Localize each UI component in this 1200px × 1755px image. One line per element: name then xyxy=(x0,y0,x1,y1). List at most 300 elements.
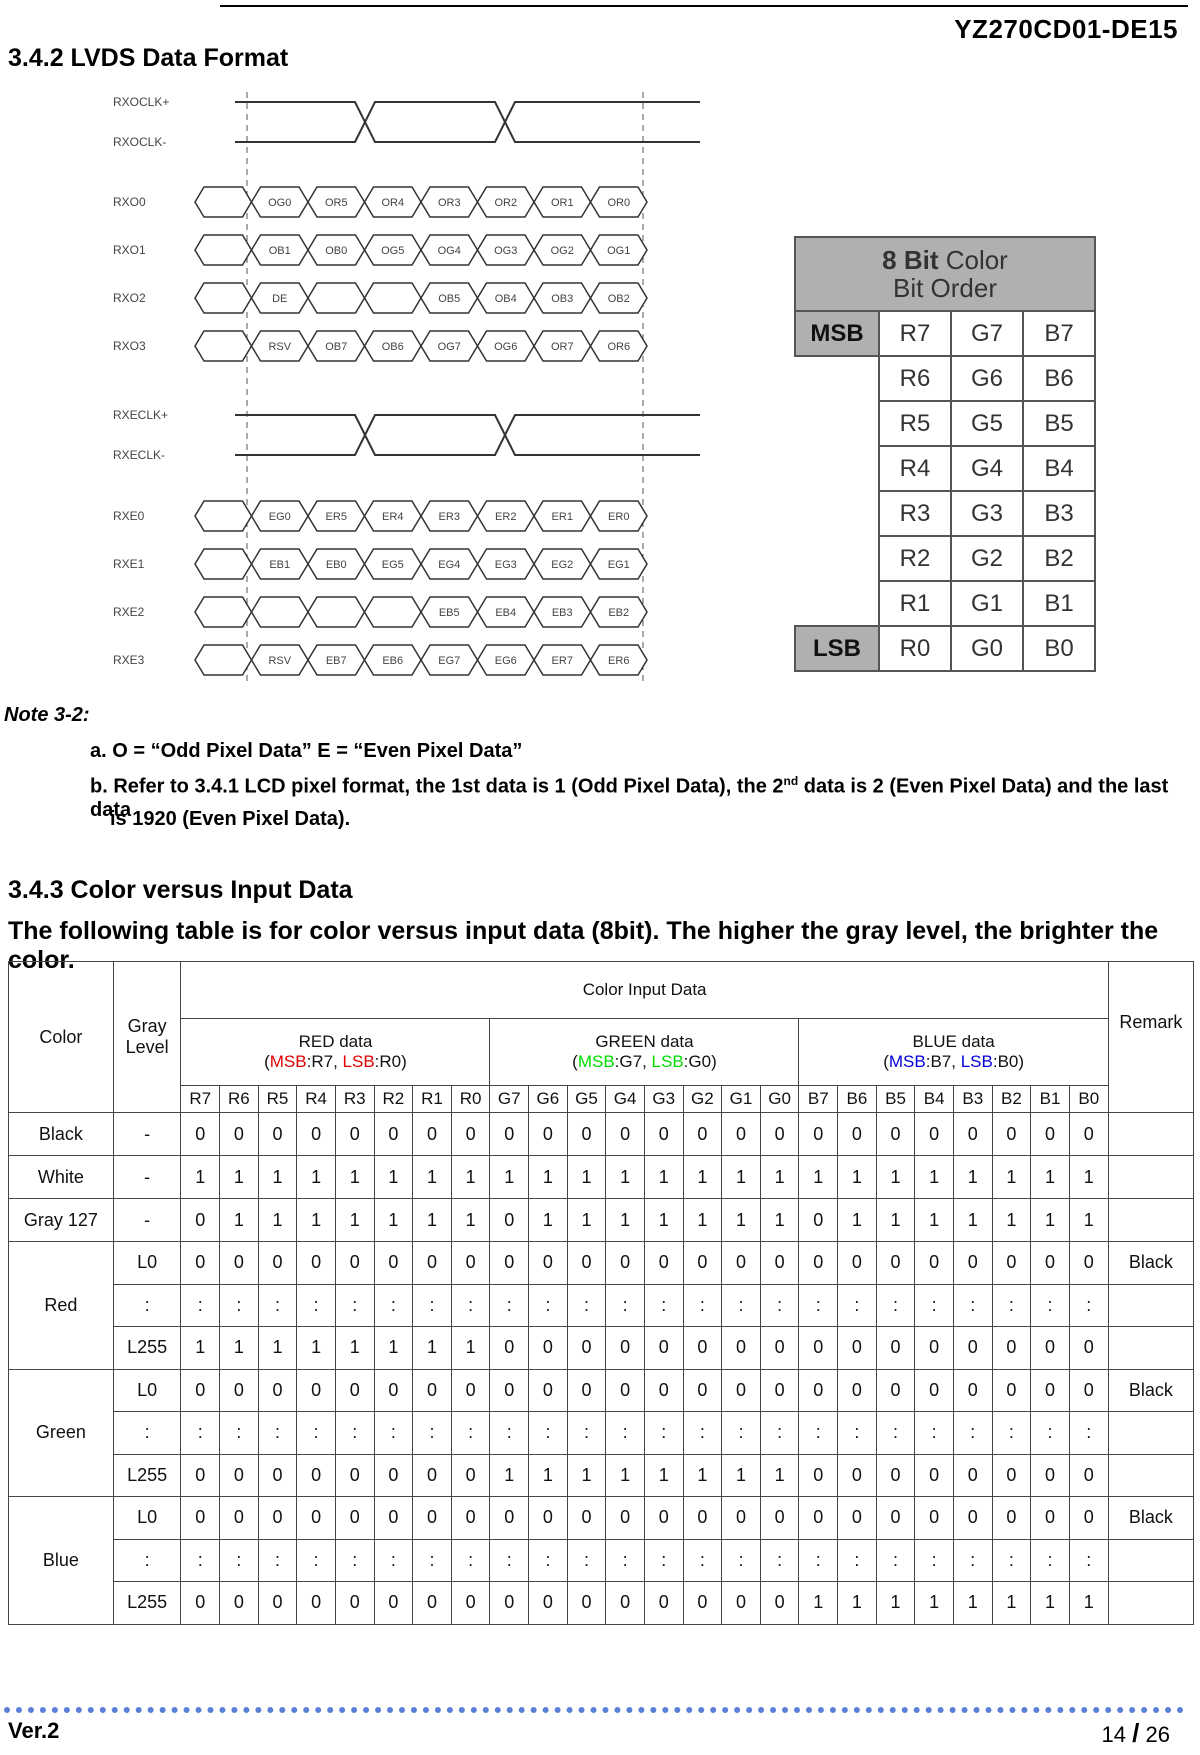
bit-value: : xyxy=(760,1412,799,1455)
bit-value: 0 xyxy=(413,1242,452,1285)
bit-value: 0 xyxy=(220,1454,259,1497)
row-color-name: Green xyxy=(9,1369,114,1497)
bit-value: 0 xyxy=(258,1242,297,1285)
even-lane-bit-1-0: EB1 xyxy=(269,559,291,571)
bit-value: 0 xyxy=(220,1242,259,1285)
row-gray-level: - xyxy=(113,1113,181,1156)
bit-value: 0 xyxy=(374,1369,413,1412)
bit-order-cell: G6 xyxy=(951,356,1023,401)
even-lane-label-2: RXE2 xyxy=(113,605,145,619)
bit-value: 1 xyxy=(451,1199,490,1242)
bit-value: 0 xyxy=(413,1582,452,1625)
table-row xyxy=(9,1113,1194,1156)
row-color-name: Red xyxy=(9,1242,114,1370)
bit-value: : xyxy=(567,1412,606,1455)
bit-value: : xyxy=(992,1539,1031,1582)
bit-value: 0 xyxy=(181,1199,220,1242)
bit-order-row xyxy=(795,491,1095,536)
bit-value: 0 xyxy=(181,1454,220,1497)
bit-order-cell: R5 xyxy=(879,401,951,446)
bit-value: 1 xyxy=(220,1156,259,1199)
bit-value: 0 xyxy=(644,1113,683,1156)
bit-value: 0 xyxy=(915,1497,954,1540)
bit-order-cell: G7 xyxy=(951,311,1023,356)
bit-value: 1 xyxy=(683,1156,722,1199)
bit-value: 0 xyxy=(644,1497,683,1540)
bit-value: : xyxy=(374,1539,413,1582)
bit-value: 0 xyxy=(760,1113,799,1156)
bit-value: 0 xyxy=(644,1582,683,1625)
bit-value: 1 xyxy=(1031,1199,1070,1242)
bit-value: : xyxy=(722,1284,761,1327)
bit-value: 0 xyxy=(683,1242,722,1285)
bit-value: 1 xyxy=(953,1199,992,1242)
bit-header: G1 xyxy=(722,1086,761,1113)
odd-lane-bit-0-4: OR2 xyxy=(494,197,518,209)
bit-header: B0 xyxy=(1069,1086,1108,1113)
bit-value: 0 xyxy=(799,1199,838,1242)
odd-lane-label-0: RXO0 xyxy=(113,195,146,209)
bit-value: 1 xyxy=(1069,1199,1108,1242)
table-row xyxy=(9,1539,1194,1582)
bit-value: 0 xyxy=(490,1582,529,1625)
bit-order-cell: G2 xyxy=(951,536,1023,581)
bit-order-spacer xyxy=(795,446,879,491)
even-lane-label-3: RXE3 xyxy=(113,653,145,667)
bit-value: : xyxy=(297,1539,336,1582)
bit-value: 1 xyxy=(915,1582,954,1625)
bit-value: : xyxy=(413,1539,452,1582)
table-row xyxy=(9,1327,1194,1370)
bit-value: 1 xyxy=(992,1582,1031,1625)
bit-order-table xyxy=(794,236,1096,672)
bit-value: 0 xyxy=(529,1582,568,1625)
bit-order-row xyxy=(795,446,1095,491)
bit-value: 0 xyxy=(374,1242,413,1285)
bit-value: 0 xyxy=(876,1497,915,1540)
bit-value: : xyxy=(335,1539,374,1582)
bit-value: 1 xyxy=(297,1156,336,1199)
bit-value: 1 xyxy=(644,1199,683,1242)
bit-value: 1 xyxy=(567,1454,606,1497)
row-gray-level: L255 xyxy=(113,1327,181,1370)
row-remark xyxy=(1108,1113,1193,1156)
odd-lane-bit-2-4: OB4 xyxy=(494,293,517,305)
bit-value: 0 xyxy=(181,1369,220,1412)
bit-value: 1 xyxy=(529,1454,568,1497)
bit-value: 0 xyxy=(220,1113,259,1156)
bit-value: 0 xyxy=(799,1454,838,1497)
bit-value: 0 xyxy=(451,1582,490,1625)
odd-clock-label-pos: RXOCLK+ xyxy=(113,95,170,109)
odd-lane-bit-0-3: OR3 xyxy=(437,197,461,209)
bit-value: 0 xyxy=(953,1113,992,1156)
even-lane-bit-3-0: RSV xyxy=(268,655,292,667)
bit-value: 0 xyxy=(1031,1327,1070,1370)
bit-value: 0 xyxy=(451,1369,490,1412)
bit-order-cell: B4 xyxy=(1023,446,1095,491)
bit-value: 1 xyxy=(220,1199,259,1242)
bit-value: 0 xyxy=(838,1113,877,1156)
even-lane-bit-0-3: ER3 xyxy=(438,511,460,523)
bit-value: 1 xyxy=(722,1156,761,1199)
bit-value: 1 xyxy=(374,1156,413,1199)
table-row xyxy=(9,1284,1194,1327)
even-lane-bit-1-3: EG4 xyxy=(438,559,461,571)
bit-value: 0 xyxy=(297,1497,336,1540)
odd-lane-bit-3-5: OR7 xyxy=(550,341,574,353)
bit-value: 0 xyxy=(374,1454,413,1497)
note-label: Note 3-2: xyxy=(4,704,90,726)
bit-value: : xyxy=(799,1284,838,1327)
bit-header: B4 xyxy=(915,1086,954,1113)
bit-value: 0 xyxy=(1069,1113,1108,1156)
bit-value: : xyxy=(335,1284,374,1327)
bit-value: 0 xyxy=(760,1242,799,1285)
bit-header: G3 xyxy=(644,1086,683,1113)
bit-value: : xyxy=(258,1412,297,1455)
bit-value: : xyxy=(915,1539,954,1582)
bit-order-spacer xyxy=(795,491,879,536)
row-gray-level: L255 xyxy=(113,1454,181,1497)
bit-order-cell: G5 xyxy=(951,401,1023,446)
even-lane-bit-0-0: EG0 xyxy=(268,511,291,523)
bit-value: 0 xyxy=(258,1113,297,1156)
bit-value: 1 xyxy=(258,1327,297,1370)
header-red-data: RED data (MSB:R7, LSB:R0) xyxy=(181,1019,490,1086)
bit-value: 0 xyxy=(683,1582,722,1625)
bit-value: 0 xyxy=(335,1369,374,1412)
bit-value: 0 xyxy=(606,1369,645,1412)
bit-value: 0 xyxy=(335,1497,374,1540)
bit-value: 0 xyxy=(413,1454,452,1497)
bit-header: G7 xyxy=(490,1086,529,1113)
bit-value: 0 xyxy=(838,1369,877,1412)
bit-value: : xyxy=(181,1284,220,1327)
bit-value: 1 xyxy=(760,1199,799,1242)
bit-value: : xyxy=(181,1539,220,1582)
bit-value: 1 xyxy=(953,1156,992,1199)
even-lane-slot-2-2 xyxy=(308,597,365,627)
row-color-name: Gray 127 xyxy=(9,1199,114,1242)
odd-lane-slot-1-0 xyxy=(195,235,252,265)
bit-value: : xyxy=(297,1284,336,1327)
even-lane-bit-2-6: EB2 xyxy=(608,607,630,619)
bit-order-spacer xyxy=(795,401,879,446)
odd-lane-bit-3-0: RSV xyxy=(268,341,292,353)
bit-value: 1 xyxy=(722,1199,761,1242)
even-lane-bit-2-3: EB5 xyxy=(438,607,460,619)
bit-value: : xyxy=(451,1284,490,1327)
bit-value: 1 xyxy=(258,1199,297,1242)
bit-value: : xyxy=(1069,1539,1108,1582)
bit-value: 0 xyxy=(529,1327,568,1370)
bit-value: : xyxy=(529,1539,568,1582)
bit-value: 0 xyxy=(529,1113,568,1156)
bit-value: 0 xyxy=(953,1454,992,1497)
odd-lane-label-1: RXO1 xyxy=(113,243,146,257)
odd-lane-bit-1-0: OB1 xyxy=(268,245,291,257)
bit-value: 1 xyxy=(1069,1582,1108,1625)
bit-value: 1 xyxy=(1069,1156,1108,1199)
odd-clock-wave-neg xyxy=(235,102,700,142)
bit-value: 1 xyxy=(722,1454,761,1497)
bit-value: 0 xyxy=(413,1369,452,1412)
lsb-label: LSB xyxy=(795,626,879,671)
bit-value: : xyxy=(413,1412,452,1455)
bit-order-spacer xyxy=(795,536,879,581)
bit-value: 1 xyxy=(335,1156,374,1199)
row-remark xyxy=(1108,1156,1193,1199)
bit-value: 0 xyxy=(953,1497,992,1540)
bit-value: 1 xyxy=(876,1156,915,1199)
bit-value: 1 xyxy=(374,1199,413,1242)
odd-lane-label-2: RXO2 xyxy=(113,291,146,305)
odd-lane-bit-3-1: OB7 xyxy=(325,341,348,353)
odd-lane-bit-0-6: OR0 xyxy=(607,197,631,209)
bit-value: 0 xyxy=(297,1369,336,1412)
bit-value: 0 xyxy=(838,1454,877,1497)
bit-value: 1 xyxy=(876,1199,915,1242)
bit-value: 0 xyxy=(181,1113,220,1156)
bit-order-title: 8 Bit Color Bit Order xyxy=(795,237,1095,311)
bit-value: 0 xyxy=(722,1497,761,1540)
bit-order-cell: G3 xyxy=(951,491,1023,536)
bit-value: : xyxy=(876,1284,915,1327)
even-lane-slot-3-0 xyxy=(195,645,252,675)
bit-value: : xyxy=(915,1412,954,1455)
bit-header: B3 xyxy=(953,1086,992,1113)
even-lane-bit-0-2: ER4 xyxy=(382,511,404,523)
bit-value: 0 xyxy=(606,1497,645,1540)
even-lane-bit-3-4: EG6 xyxy=(494,655,517,667)
odd-lane-label-3: RXO3 xyxy=(113,339,146,353)
bit-order-cell: B7 xyxy=(1023,311,1095,356)
bit-value: 0 xyxy=(335,1454,374,1497)
row-gray-level: : xyxy=(113,1284,181,1327)
bit-value: 0 xyxy=(606,1113,645,1156)
bit-value: 1 xyxy=(606,1156,645,1199)
bit-value: : xyxy=(258,1539,297,1582)
row-gray-level: - xyxy=(113,1199,181,1242)
row-color-name: White xyxy=(9,1156,114,1199)
bit-order-cell: G1 xyxy=(951,581,1023,626)
page-number: 14 / 26 xyxy=(1101,1718,1170,1748)
bit-value: 0 xyxy=(181,1497,220,1540)
bit-value: 0 xyxy=(529,1497,568,1540)
bit-value: 0 xyxy=(644,1369,683,1412)
even-lane-bit-1-5: EG2 xyxy=(551,559,574,571)
bit-value: 0 xyxy=(258,1369,297,1412)
odd-lane-slot-0-0 xyxy=(195,187,252,217)
bit-value: : xyxy=(644,1284,683,1327)
bit-value: 0 xyxy=(335,1582,374,1625)
bit-order-cell: B0 xyxy=(1023,626,1095,671)
even-lane-label-1: RXE1 xyxy=(113,557,145,571)
bit-value: 1 xyxy=(529,1156,568,1199)
header-color-input-data: Color Input Data xyxy=(181,962,1108,1019)
bit-value: 0 xyxy=(992,1113,1031,1156)
row-color-name: Blue xyxy=(9,1497,114,1625)
table-row xyxy=(9,1582,1194,1625)
bit-value: 1 xyxy=(838,1156,877,1199)
bit-value: 1 xyxy=(992,1156,1031,1199)
bit-value: 0 xyxy=(258,1454,297,1497)
bit-value: 0 xyxy=(760,1497,799,1540)
bit-value: 0 xyxy=(335,1242,374,1285)
bit-value: : xyxy=(220,1284,259,1327)
bit-header: R7 xyxy=(181,1086,220,1113)
bit-value: 0 xyxy=(722,1582,761,1625)
note-line-b-cont: is 1920 (Even Pixel Data). xyxy=(110,808,351,830)
odd-lane-bit-2-5: OB3 xyxy=(551,293,574,305)
header-remark: Remark xyxy=(1108,962,1193,1113)
bit-order-row xyxy=(795,626,1095,671)
bit-value: 1 xyxy=(838,1582,877,1625)
bit-header: G0 xyxy=(760,1086,799,1113)
bit-header: B1 xyxy=(1031,1086,1070,1113)
bit-value: 0 xyxy=(1069,1497,1108,1540)
bit-value: : xyxy=(606,1539,645,1582)
bit-value: 0 xyxy=(1031,1113,1070,1156)
header-blue-data: BLUE data (MSB:B7, LSB:B0) xyxy=(799,1019,1108,1086)
bit-value: 1 xyxy=(297,1327,336,1370)
even-lane-bit-2-4: EB4 xyxy=(495,607,517,619)
bit-header: B2 xyxy=(992,1086,1031,1113)
bit-value: 0 xyxy=(722,1242,761,1285)
bit-value: : xyxy=(722,1539,761,1582)
bit-value: : xyxy=(953,1539,992,1582)
bit-value: 1 xyxy=(297,1199,336,1242)
bit-value: 0 xyxy=(760,1327,799,1370)
odd-lane-bit-1-2: OG5 xyxy=(381,245,405,257)
bit-value: 0 xyxy=(838,1497,877,1540)
bit-value: 0 xyxy=(838,1327,877,1370)
bit-value: : xyxy=(992,1284,1031,1327)
bit-order-cell: R2 xyxy=(879,536,951,581)
bit-value: : xyxy=(567,1539,606,1582)
bit-value: : xyxy=(220,1412,259,1455)
header-green-data: GREEN data (MSB:G7, LSB:G0) xyxy=(490,1019,799,1086)
bit-value: 0 xyxy=(953,1327,992,1370)
bit-value: 1 xyxy=(451,1327,490,1370)
bit-header: R2 xyxy=(374,1086,413,1113)
bit-value: 0 xyxy=(1031,1242,1070,1285)
even-lane-bit-0-6: ER0 xyxy=(608,511,630,523)
bit-value: 0 xyxy=(799,1113,838,1156)
bit-value: 1 xyxy=(915,1156,954,1199)
bit-value: 0 xyxy=(992,1327,1031,1370)
bit-value: 0 xyxy=(451,1113,490,1156)
bit-value: 1 xyxy=(1031,1156,1070,1199)
table-row xyxy=(9,1369,1194,1412)
odd-lane-bit-1-6: OG1 xyxy=(607,245,631,257)
bit-value: : xyxy=(953,1284,992,1327)
bit-order-cell: R7 xyxy=(879,311,951,356)
bit-value: : xyxy=(683,1539,722,1582)
bit-value: 1 xyxy=(683,1454,722,1497)
bit-value: 0 xyxy=(1031,1497,1070,1540)
bit-value: : xyxy=(606,1284,645,1327)
bit-value: : xyxy=(606,1412,645,1455)
row-remark xyxy=(1108,1539,1193,1582)
bit-value: 0 xyxy=(220,1497,259,1540)
bit-value: 1 xyxy=(606,1199,645,1242)
bit-value: 0 xyxy=(992,1242,1031,1285)
bit-value: 1 xyxy=(760,1454,799,1497)
bit-value: 0 xyxy=(799,1242,838,1285)
bit-value: 0 xyxy=(413,1113,452,1156)
bit-header: R4 xyxy=(297,1086,336,1113)
bit-value: 1 xyxy=(413,1199,452,1242)
bit-value: 0 xyxy=(799,1327,838,1370)
bit-value: : xyxy=(374,1412,413,1455)
odd-lane-bit-3-6: OR6 xyxy=(607,341,631,353)
bit-value: : xyxy=(1031,1284,1070,1327)
bit-value: 0 xyxy=(451,1242,490,1285)
bit-value: 0 xyxy=(490,1369,529,1412)
bit-value: 1 xyxy=(335,1199,374,1242)
bit-header: R1 xyxy=(413,1086,452,1113)
bit-order-cell: B2 xyxy=(1023,536,1095,581)
bit-value: 0 xyxy=(374,1497,413,1540)
row-gray-level: : xyxy=(113,1412,181,1455)
odd-lane-slot-2-2 xyxy=(308,283,365,313)
row-gray-level: - xyxy=(113,1156,181,1199)
row-remark: Black xyxy=(1108,1242,1193,1285)
bit-value: : xyxy=(529,1284,568,1327)
row-gray-level: L255 xyxy=(113,1582,181,1625)
even-lane-slot-0-0 xyxy=(195,501,252,531)
odd-lane-bit-1-3: OG4 xyxy=(437,245,461,257)
bit-value: 1 xyxy=(181,1156,220,1199)
row-remark xyxy=(1108,1582,1193,1625)
bit-value: : xyxy=(335,1412,374,1455)
bit-value: : xyxy=(220,1539,259,1582)
bit-value: : xyxy=(374,1284,413,1327)
note-line-a: a. O = “Odd Pixel Data” E = “Even Pixel Data” xyxy=(90,740,523,762)
bit-value: 0 xyxy=(451,1454,490,1497)
row-gray-level: : xyxy=(113,1539,181,1582)
bit-value: 1 xyxy=(413,1327,452,1370)
table-row xyxy=(9,1199,1194,1242)
bit-value: 0 xyxy=(567,1369,606,1412)
bit-value: : xyxy=(915,1284,954,1327)
bit-order-cell: B1 xyxy=(1023,581,1095,626)
bit-header: B6 xyxy=(838,1086,877,1113)
bit-value: : xyxy=(644,1412,683,1455)
bit-value: 1 xyxy=(838,1199,877,1242)
bit-value: 1 xyxy=(644,1156,683,1199)
bit-order-cell: R4 xyxy=(879,446,951,491)
bit-value: 0 xyxy=(567,1497,606,1540)
bit-value: : xyxy=(490,1284,529,1327)
bit-value: 0 xyxy=(181,1582,220,1625)
bit-value: 1 xyxy=(644,1454,683,1497)
bit-value: 0 xyxy=(297,1113,336,1156)
bit-order-cell: B6 xyxy=(1023,356,1095,401)
bit-value: 0 xyxy=(181,1242,220,1285)
even-lane-slot-2-0 xyxy=(195,597,252,627)
bit-value: : xyxy=(451,1412,490,1455)
bit-value: 0 xyxy=(374,1582,413,1625)
bit-header: R5 xyxy=(258,1086,297,1113)
document-id: YZ270CD01-DE15 xyxy=(954,14,1178,44)
bit-value: 0 xyxy=(722,1327,761,1370)
even-lane-slot-2-1 xyxy=(252,597,309,627)
bit-value: 0 xyxy=(567,1582,606,1625)
bit-value: 1 xyxy=(683,1199,722,1242)
